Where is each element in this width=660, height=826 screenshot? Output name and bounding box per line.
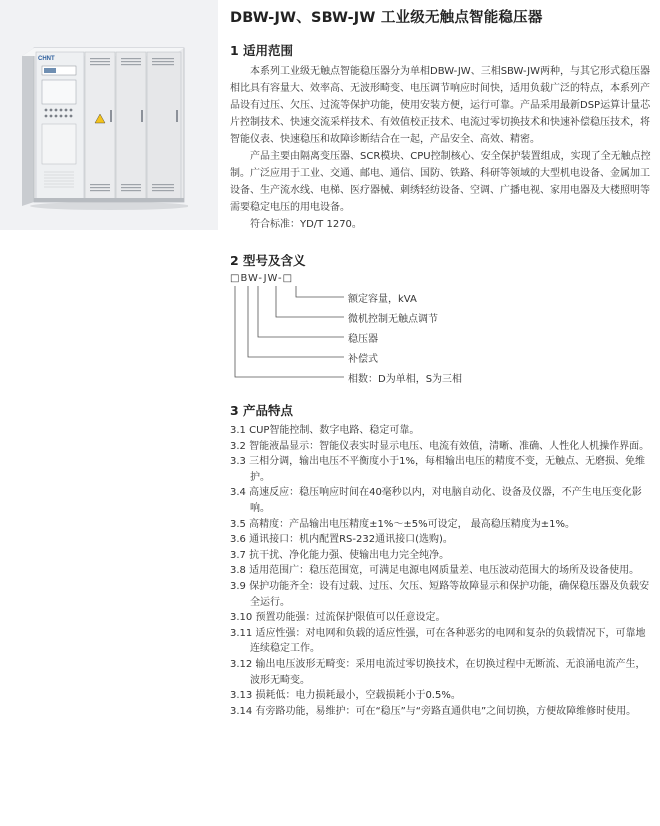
feature-item: 3.14 有旁路功能，易维护：可在“稳压”与“旁路直通供电”之间切换，方便故障维修时使用。 [230, 705, 637, 717]
feature-item: 3.6 通讯接口：机内配置RS-232通讯接口(选购)。 [230, 534, 453, 546]
section-model [230, 251, 655, 385]
feature-item: 3.1 CUP智能控制、数字电路、稳定可靠。 [230, 425, 420, 436]
feature-item: 3.7 抗干扰、净化能力强、使输出电力完全纯净。 [230, 549, 450, 561]
section-heading-model: 2 型号及含义 [230, 253, 306, 268]
section-scope [230, 41, 655, 233]
section-features [230, 401, 655, 719]
product-image-panel [0, 0, 218, 230]
label-stabilizer: 稳压器 [348, 334, 378, 345]
feature-item: 3.4 高速反应：稳压响应时间在40毫秒以内，对电脑自动化、设备及仪器，不产生电压变化影响。 [230, 487, 642, 514]
brand-logo: CHNT [38, 56, 55, 62]
model-code-connector-lines [230, 273, 350, 385]
label-rated-capacity: 额定容量，kVA [348, 294, 417, 305]
standard-note: 符合标准：YD/T 1270。 [250, 219, 362, 230]
label-phase-number: 相数：D为单相，S为三相 [348, 374, 463, 385]
feature-item: 3.8 适用范围广：稳压范围宽，可满足电源电网质量差、电压波动范围大的场所及设备使用。 [230, 565, 640, 577]
scope-paragraph-1: 本系列工业级无触点智能稳压器分为单相DBW-JW、三相SBW-JW两种，与其它形式稳压器相比具有容量大、效率高、无波形畸变、电压调节响应时间快，适用负载广泛的特点，本系列产品设有过压、欠压、过流等保护功能，使用安装方便，运行可靠。产品采用最新DSP运算计量芯片控制技术、快速交流采样技术、有效值校正技术、电流过零切换技术和快速补偿稳压技术，将智能仪表、快速稳压和故障诊断结合在一起，产品安全、高效、精密。 [230, 66, 651, 145]
feature-item: 3.11 适应性强：对电网和负载的适应性强，可在各种恶劣的电网和复杂的负载情况下，可靠地连续稳定工作。 [230, 627, 646, 655]
feature-item: 3.12 输出电压波形无畸变：采用电流过零切换技术，在切换过程中无断流、无浪涌电流产生，波形无畸变。 [230, 658, 646, 686]
stabilizer-cabinet-illustration [22, 44, 188, 210]
label-compensation-type: 补偿式 [348, 354, 378, 365]
page-title: DBW-JW、SBW-JW 工业级无触点智能稳压器 [230, 10, 543, 26]
feature-item: 3.10 预置功能强：过流保护限值可以任意设定。 [230, 612, 446, 624]
model-code-diagram [230, 273, 655, 385]
feature-item: 3.9 保护功能齐全：设有过载、过压、欠压、短路等故障显示和保护功能，确保稳压器及负载安全运行。 [230, 580, 650, 608]
content-column [230, 6, 655, 719]
section-heading-scope: 1 适用范围 [230, 43, 294, 58]
model-code: □BW-JW-□ [230, 273, 294, 284]
scope-paragraph-2: 产品主要由隔离变压器、SCR模块、CPU控制核心、安全保护装置组成，实现了全无触点控制。广泛应用于工业、交通、邮电、通信、国防、铁路、科研等领域的大型机电设备、金属加工设备、生产流水线、电梯、医疗器械、刺绣轻纺设备、空调、广播电视、家用电器及大楼照明等需要稳定电压的用电设备。 [230, 151, 651, 213]
feature-item: 3.13 损耗低：电力损耗最小，空载损耗小于0.5%。 [230, 690, 461, 702]
feature-item: 3.3 三相分调，输出电压不平衡度小于1%，每相输出电压的精度不变，无触点、无磨损、免维护。 [230, 456, 645, 483]
section-heading-features: 3 产品特点 [230, 403, 294, 418]
feature-item: 3.5 高精度：产品输出电压精度±1%～±5%可设定， 最高稳压精度为±1%。 [230, 518, 575, 530]
label-microcomputer-control: 微机控制无触点调节 [348, 314, 438, 325]
feature-item: 3.2 智能液晶显示：智能仪表实时显示电压、电流有效值，清晰、准确、人性化人机操作界面。 [230, 440, 650, 452]
